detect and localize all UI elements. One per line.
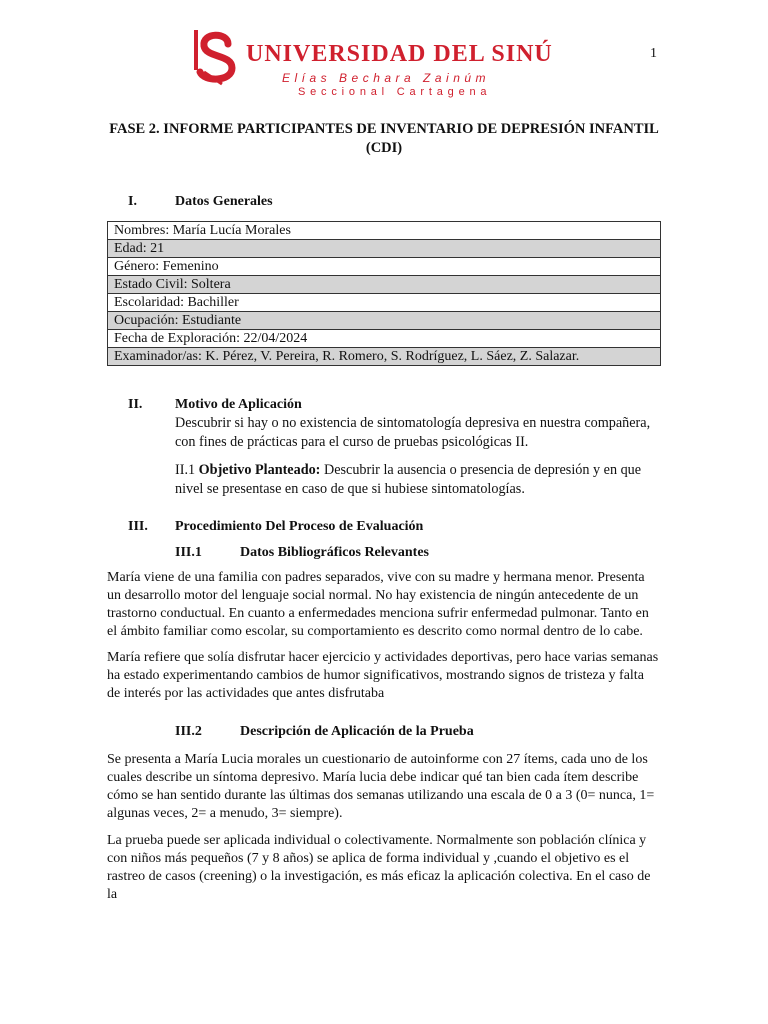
table-cell: Ocupación: Estudiante: [108, 312, 661, 330]
table-row: [108, 348, 661, 366]
university-logo: [188, 26, 553, 100]
document-title: FASE 2. INFORME PARTICIPANTES DE INVENTARIO DE DEPRESIÓN INFANTIL (CDI): [109, 121, 659, 156]
general-data-table: [107, 221, 661, 366]
table-row: [108, 258, 661, 276]
table-cell: Nombres: María Lucía Morales: [108, 222, 661, 240]
objective-label: Objetivo Planteado:: [198, 462, 321, 478]
section-1-heading: Datos Generales: [175, 194, 273, 209]
page-number: 1: [650, 46, 657, 61]
subsection-3-2-heading: Descripción de Aplicación de la Prueba: [240, 724, 474, 739]
section-3-heading: Procedimiento Del Proceso de Evaluación: [175, 519, 424, 534]
table-row: [108, 222, 661, 240]
subsection-3-2-number: III.2: [175, 724, 202, 739]
objective-number: II.1: [175, 462, 196, 478]
table-row: [108, 312, 661, 330]
section-2-number: II.: [128, 397, 143, 412]
table-cell: Escolaridad: Bachiller: [108, 294, 661, 312]
table-row: [108, 330, 661, 348]
university-subtitle-1: Elías Bechara Zainúm: [282, 71, 491, 85]
subsection-3-2-paragraph-1: Se presenta a María Lucia morales un cuestionario de autoinforme con 27 ítems, cada uno de los cuales describe un síntoma depresivo. María lucia debe indicar qué tan bien cada ítem describe cómo se han sentido durante las últimas dos semanas utilizando una escala de 0 a 3 (0= nunca, 1= algunas veces, 2= a menudo, 3= siempre).: [107, 752, 655, 821]
section-2-heading: Motivo de Aplicación: [175, 397, 302, 412]
subsection-3-1-paragraph-1: María viene de una familia con padres separados, vive con su madre y hermana menor. Presenta un desarrollo motor del lenguaje social normal. No hay existencia de ningún antecedente de un trastorno conductual. En cuanto a enfermedades menciona sufrir enfermedad pulmonar. Tanto en el ámbito familiar como escolar, su comportamiento es descrito como normal dentro de lo cabe.: [107, 570, 649, 639]
table-cell: Examinador/as: K. Pérez, V. Pereira, R. Romero, S. Rodríguez, L. Sáez, Z. Salazar.: [108, 348, 661, 366]
university-subtitle-2: Seccional Cartagena: [298, 86, 492, 98]
table-row: [108, 294, 661, 312]
table-cell: Género: Femenino: [108, 258, 661, 276]
table-cell: Fecha de Exploración: 22/04/2024: [108, 330, 661, 348]
table-cell: Edad: 21: [108, 240, 661, 258]
university-name: UNIVERSIDAD DEL SINÚ: [246, 41, 553, 67]
subsection-3-1-heading: Datos Bibliográficos Relevantes: [240, 545, 429, 560]
subsection-3-2-paragraph-2: La prueba puede ser aplicada individual o colectivamente. Normalmente son población clínica y con niños más pequeños (7 y 8 años) se aplica de forma individual y ,cuando el objetivo es el rastreo de casos (creening) o la investigación, es más eficaz la aplicación colectiva. En el caso de la: [107, 833, 651, 902]
section-2-text: Descubrir si hay o no existencia de sintomatología depresiva en nuestra compañera, con fines de prácticas para el curso de pruebas psicológicas II.: [175, 415, 651, 450]
university-seal-icon: [188, 26, 244, 86]
table-cell: Estado Civil: Soltera: [108, 276, 661, 294]
subsection-3-1-number: III.1: [175, 545, 202, 560]
section-1-number: I.: [128, 194, 137, 209]
objective-text: Descubrir la ausencia o presencia de depresión y en que nivel se presentase en caso de que si hubiese sintomatologías.: [175, 462, 642, 497]
table-row: [108, 276, 661, 294]
objective-paragraph: [175, 461, 655, 499]
section-3-number: III.: [128, 519, 148, 534]
subsection-3-1-paragraph-2: María refiere que solía disfrutar hacer ejercicio y actividades deportivas, pero hace varias semanas ha estado experimentando cambios de humor significativos, mostrando signos de tristeza y falta de interés por las actividades que antes disfrutaba: [107, 650, 659, 701]
table-row: [108, 240, 661, 258]
